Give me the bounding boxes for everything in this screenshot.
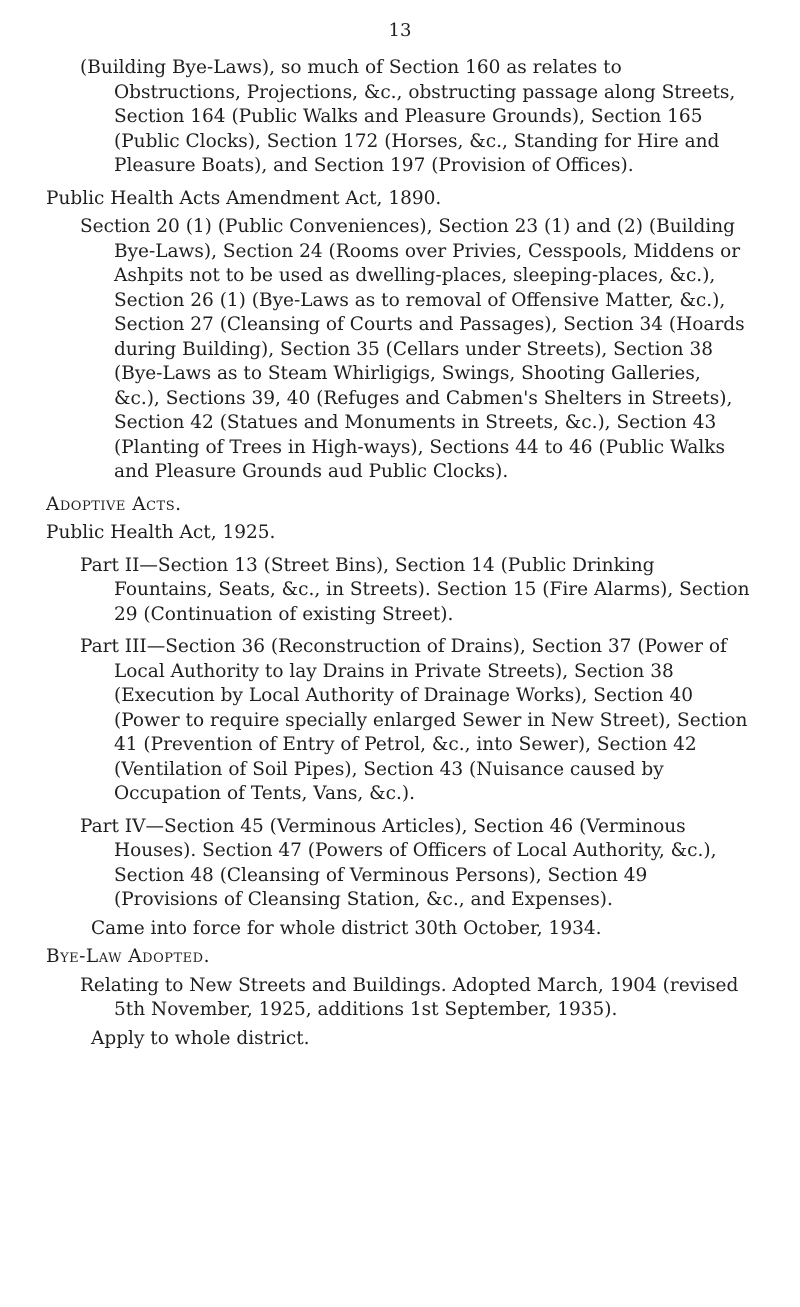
amendment-act-sections: Section 20 (1) (Public Conveniences), Section 23 (1) and (2) (Building Bye-Laws), Section 24 (Rooms over Privies, Cesspools, Middens or Ashpits not to be used as dwelling-places, sleeping-places, &c.), Section 26 (1) (Bye-Laws as to removal of Offensive Matter, &c.), Section 27 (Cleansing of Courts and Passages), Section 34 (Hoards during Building), Section 35 (Cellars under Streets), Section 38 (Bye-Laws as to Steam Whirligigs, Swings, Shooting Galleries, &c.), Sections 39, 40 (Refuges and Cabmen's Shelters in Streets), Section 42 (Statues and Monuments in Streets, &c.), Section 43 (Planting of Trees in High-ways), Sections 44 to 46 (Public Walks and Pleasure Grounds aud Public Clocks).	[80, 216, 745, 482]
bye-law-text: Relating to New Streets and Buildings. Adopted March, 1904 (revised 5th November, 1925, additions 1st September, 1935).	[80, 974, 739, 1020]
intro-paragraph: (Building Bye-Laws), so much of Section 160 as relates to Obstructions, Projections, &c., obstructing passage along Streets, Section 164 (Public Walks and Pleasure Grounds), Section 165 (Public Clocks), Section 172 (Horses, &c., Standing for Hire and Pleasure Boats), and Section 197 (Provision of Offices).	[80, 57, 736, 176]
amendment-act-title: Public Health Acts Amendment Act, 1890.	[46, 187, 442, 209]
force-note: Came into force for whole district 30th October, 1934.	[91, 917, 602, 939]
adoptive-acts-heading: Adoptive Acts.	[46, 493, 182, 515]
part-iv-paragraph: Part IV—Section 45 (Verminous Articles), Section 46 (Verminous Houses). Section 47 (Powers of Officers of Local Authority, &c.), Section 48 (Cleansing of Verminous Persons), Section 49 (Provisions of Cleansing Station, &c., and Expenses).	[80, 815, 717, 910]
page-body	[0, 56, 800, 1051]
adoptive-act-title: Public Health Act, 1925.	[46, 522, 276, 543]
part-ii-paragraph: Part II—Section 13 (Street Bins), Section 14 (Public Drinking Fountains, Seats, &c., in Streets). Section 15 (Fire Alarms), Section 29 (Continuation of existing Street).	[80, 554, 750, 625]
bye-law-heading: Bye-Law Adopted.	[46, 946, 210, 967]
bye-law-applies: Apply to whole district.	[91, 1027, 310, 1049]
part-iii-paragraph: Part III—Section 36 (Reconstruction of Drains), Section 37 (Power of Local Authority to lay Drains in Private Streets), Section 38 (Execution by Local Authority of Drainage Works), Section 40 (Power to require specially enlarged Sewer in New Street), Section 41 (Prevention of Entry of Petrol, &c., into Sewer), Section 42 (Ventilation of Soil Pipes), Section 43 (Nuisance caused by Occupation of Tents, Vans, &c.).	[80, 636, 748, 804]
page-number: 13	[388, 20, 412, 41]
